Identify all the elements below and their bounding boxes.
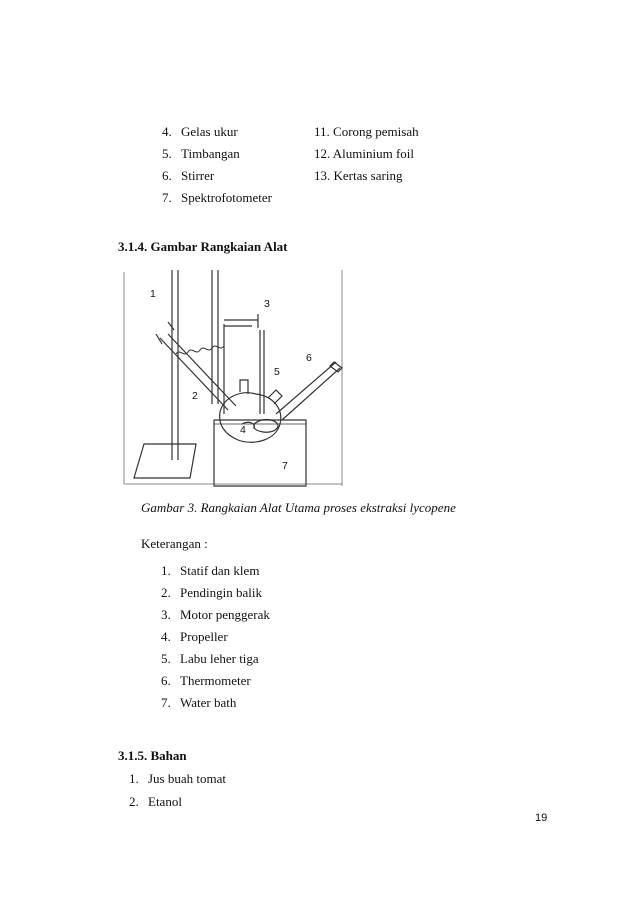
- materials-item: Jus buah tomat: [148, 771, 226, 786]
- tools-num: 6.: [162, 168, 172, 183]
- legend-item: Pendingin balik: [180, 585, 262, 600]
- tools-item: Stirrer: [181, 168, 215, 183]
- legend-item: Thermometer: [180, 673, 251, 688]
- legend-title: Keterangan :: [141, 536, 208, 551]
- legend-item: Statif dan klem: [180, 563, 260, 578]
- tools-item: Timbangan: [181, 146, 240, 161]
- materials-num: 1.: [129, 771, 139, 786]
- figure-label: 1: [150, 288, 156, 300]
- figure-label: 5: [274, 366, 280, 378]
- legend-num: 1.: [161, 563, 171, 578]
- tools-num: 7.: [162, 190, 172, 205]
- tools-item: Spektrofotometer: [181, 190, 272, 205]
- tools-num: 4.: [162, 124, 172, 139]
- tools-item: 12. Aluminium foil: [314, 146, 415, 161]
- section-heading: 3.1.4. Gambar Rangkaian Alat: [118, 239, 288, 254]
- section-heading: 3.1.5. Bahan: [118, 748, 187, 763]
- legend-num: 6.: [161, 673, 171, 688]
- legend-num: 4.: [161, 629, 171, 644]
- page-number: 19: [535, 812, 548, 824]
- apparatus-figure: [120, 264, 346, 492]
- legend-num: 2.: [161, 585, 171, 600]
- tools-num: 5.: [162, 146, 172, 161]
- materials-num: 2.: [129, 794, 139, 809]
- legend-item: Propeller: [180, 629, 228, 644]
- tools-item: 11. Corong pemisah: [314, 124, 419, 139]
- legend-num: 3.: [161, 607, 171, 622]
- legend-num: 5.: [161, 651, 171, 666]
- figure-label: 7: [282, 460, 288, 472]
- figure-caption: Gambar 3. Rangkaian Alat Utama proses ekstraksi lycopene: [141, 500, 456, 515]
- materials-item: Etanol: [148, 794, 182, 809]
- figure-label: 2: [192, 390, 198, 402]
- legend-item: Labu leher tiga: [180, 651, 259, 666]
- figure-label: 6: [306, 352, 312, 364]
- figure-label: 4: [240, 424, 246, 436]
- legend-item: Motor penggerak: [180, 607, 270, 622]
- legend-num: 7.: [161, 695, 171, 710]
- tools-item: Gelas ukur: [181, 124, 238, 139]
- figure-label: 3: [264, 298, 270, 310]
- tools-item: 13. Kertas saring: [314, 168, 403, 183]
- legend-item: Water bath: [180, 695, 237, 710]
